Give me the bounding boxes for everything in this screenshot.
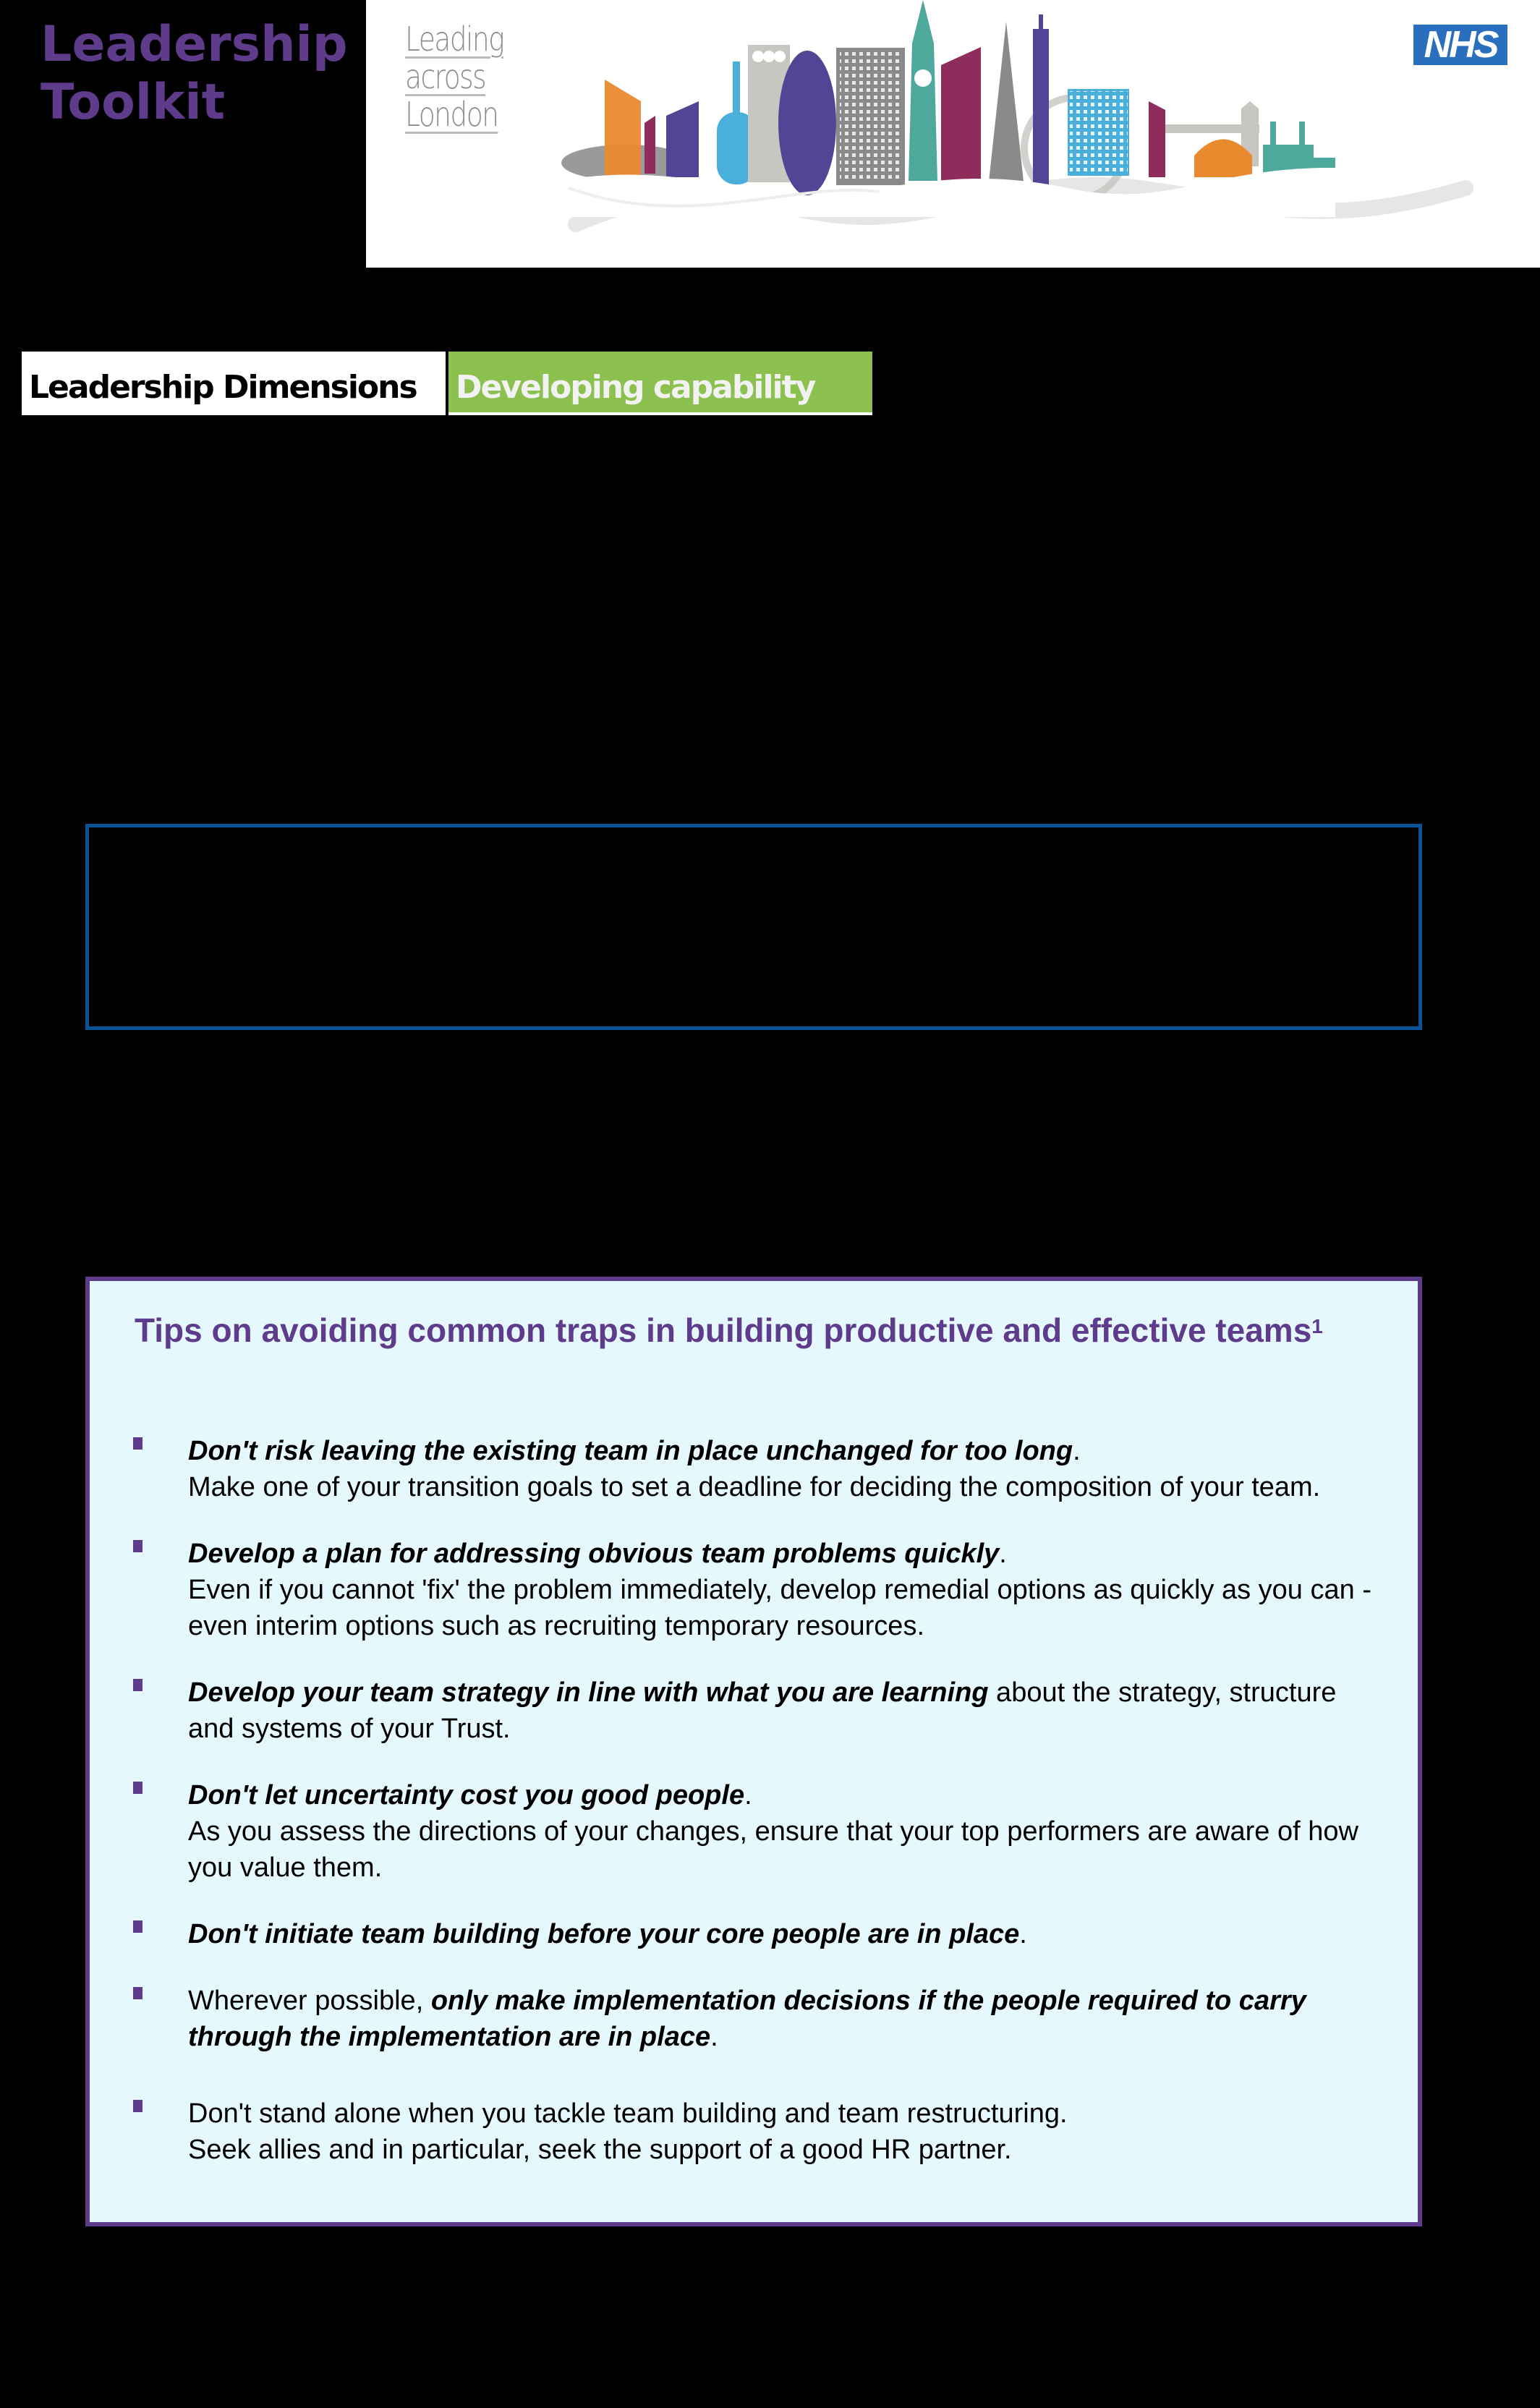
tip-body: Seek allies and in particular, seek the support of a good HR partner. (188, 2135, 1012, 2165)
tips-title (135, 1310, 1364, 1351)
tip-lead-emphasis: Don't risk leaving the existing team in place unchanged for too long (188, 1436, 1073, 1466)
leading-across-london-banner (366, 0, 1540, 268)
tip-item (133, 1777, 1377, 1886)
tip-item (133, 1916, 1377, 1952)
tip-lead-emphasis: Develop your team strategy in line with what you are learning (188, 1677, 989, 1708)
tab-developing-capability[interactable]: Developing capability (448, 352, 872, 415)
tips-panel (85, 1277, 1422, 2226)
tip-item (133, 1675, 1377, 1747)
square-bullet-icon (133, 1782, 142, 1794)
square-bullet-icon (133, 2100, 142, 2112)
tip-item (133, 2096, 1377, 2168)
tip-lead-tail: . (1019, 1919, 1027, 1949)
tip-lead-tail: . (744, 1780, 752, 1811)
logo-line-1: Leading (405, 20, 504, 59)
tip-item (133, 1983, 1377, 2055)
tip-lead-tail: . (999, 1539, 1007, 1569)
tips-list (133, 1433, 1377, 2168)
tip-lead-plain: Wherever possible, (188, 1986, 431, 2016)
tip-body: Even if you cannot 'fix' the problem immediately, develop remedial options as quickly as you can - even interim options such as recruiting temporary resources. (188, 1575, 1371, 1641)
london-skyline-icon (561, 0, 1540, 246)
tip-body: Make one of your transition goals to set a deadline for deciding the composition of your team. (188, 1472, 1321, 1502)
logo-line-3: London (405, 95, 498, 134)
square-bullet-icon (133, 1540, 142, 1552)
tab-leadership-dimensions[interactable]: Leadership Dimensions (22, 352, 446, 415)
dimension-tab-row (22, 352, 872, 417)
square-bullet-icon (133, 1679, 142, 1691)
tip-body: As you assess the directions of your changes, ensure that your top performers are aware of how you value them. (188, 1816, 1358, 1883)
tip-item (133, 1433, 1377, 1505)
square-bullet-icon (133, 1920, 142, 1933)
tips-title-text: Tips on avoiding common traps in building productive and effective teams (135, 1311, 1312, 1349)
tip-lead-tail: about the strategy, structure and systems of your Trust. (188, 1677, 1337, 1744)
content-callout-box (85, 824, 1422, 1030)
square-bullet-icon (133, 1437, 142, 1450)
tip-lead-tail: . (710, 2022, 718, 2052)
tip-lead-emphasis: only make implementation decisions if the people required to carry through the implementation are in place (188, 1986, 1306, 2052)
tip-lead-emphasis: Don't initiate team building before your core people are in place (188, 1919, 1020, 1949)
tip-lead-plain: Don't stand alone when you tackle team building and team restructuring. (188, 2098, 1068, 2129)
nhs-logo: NHS (1413, 25, 1507, 65)
toolkit-title-line1: Leadership (41, 16, 348, 73)
logo-line-2: across (405, 57, 486, 96)
footnote-ref: 1 (1311, 1315, 1323, 1337)
toolkit-title (41, 16, 348, 132)
tip-lead-emphasis: Develop a plan for addressing obvious team problems quickly (188, 1539, 1000, 1569)
tip-lead-emphasis: Don't let uncertainty cost you good people (188, 1780, 745, 1811)
toolkit-title-line2: Toolkit (41, 74, 226, 131)
tip-item (133, 1536, 1377, 1644)
tip-lead-tail: . (1073, 1436, 1081, 1466)
square-bullet-icon (133, 1987, 142, 1999)
leading-across-london-logo (405, 20, 525, 133)
